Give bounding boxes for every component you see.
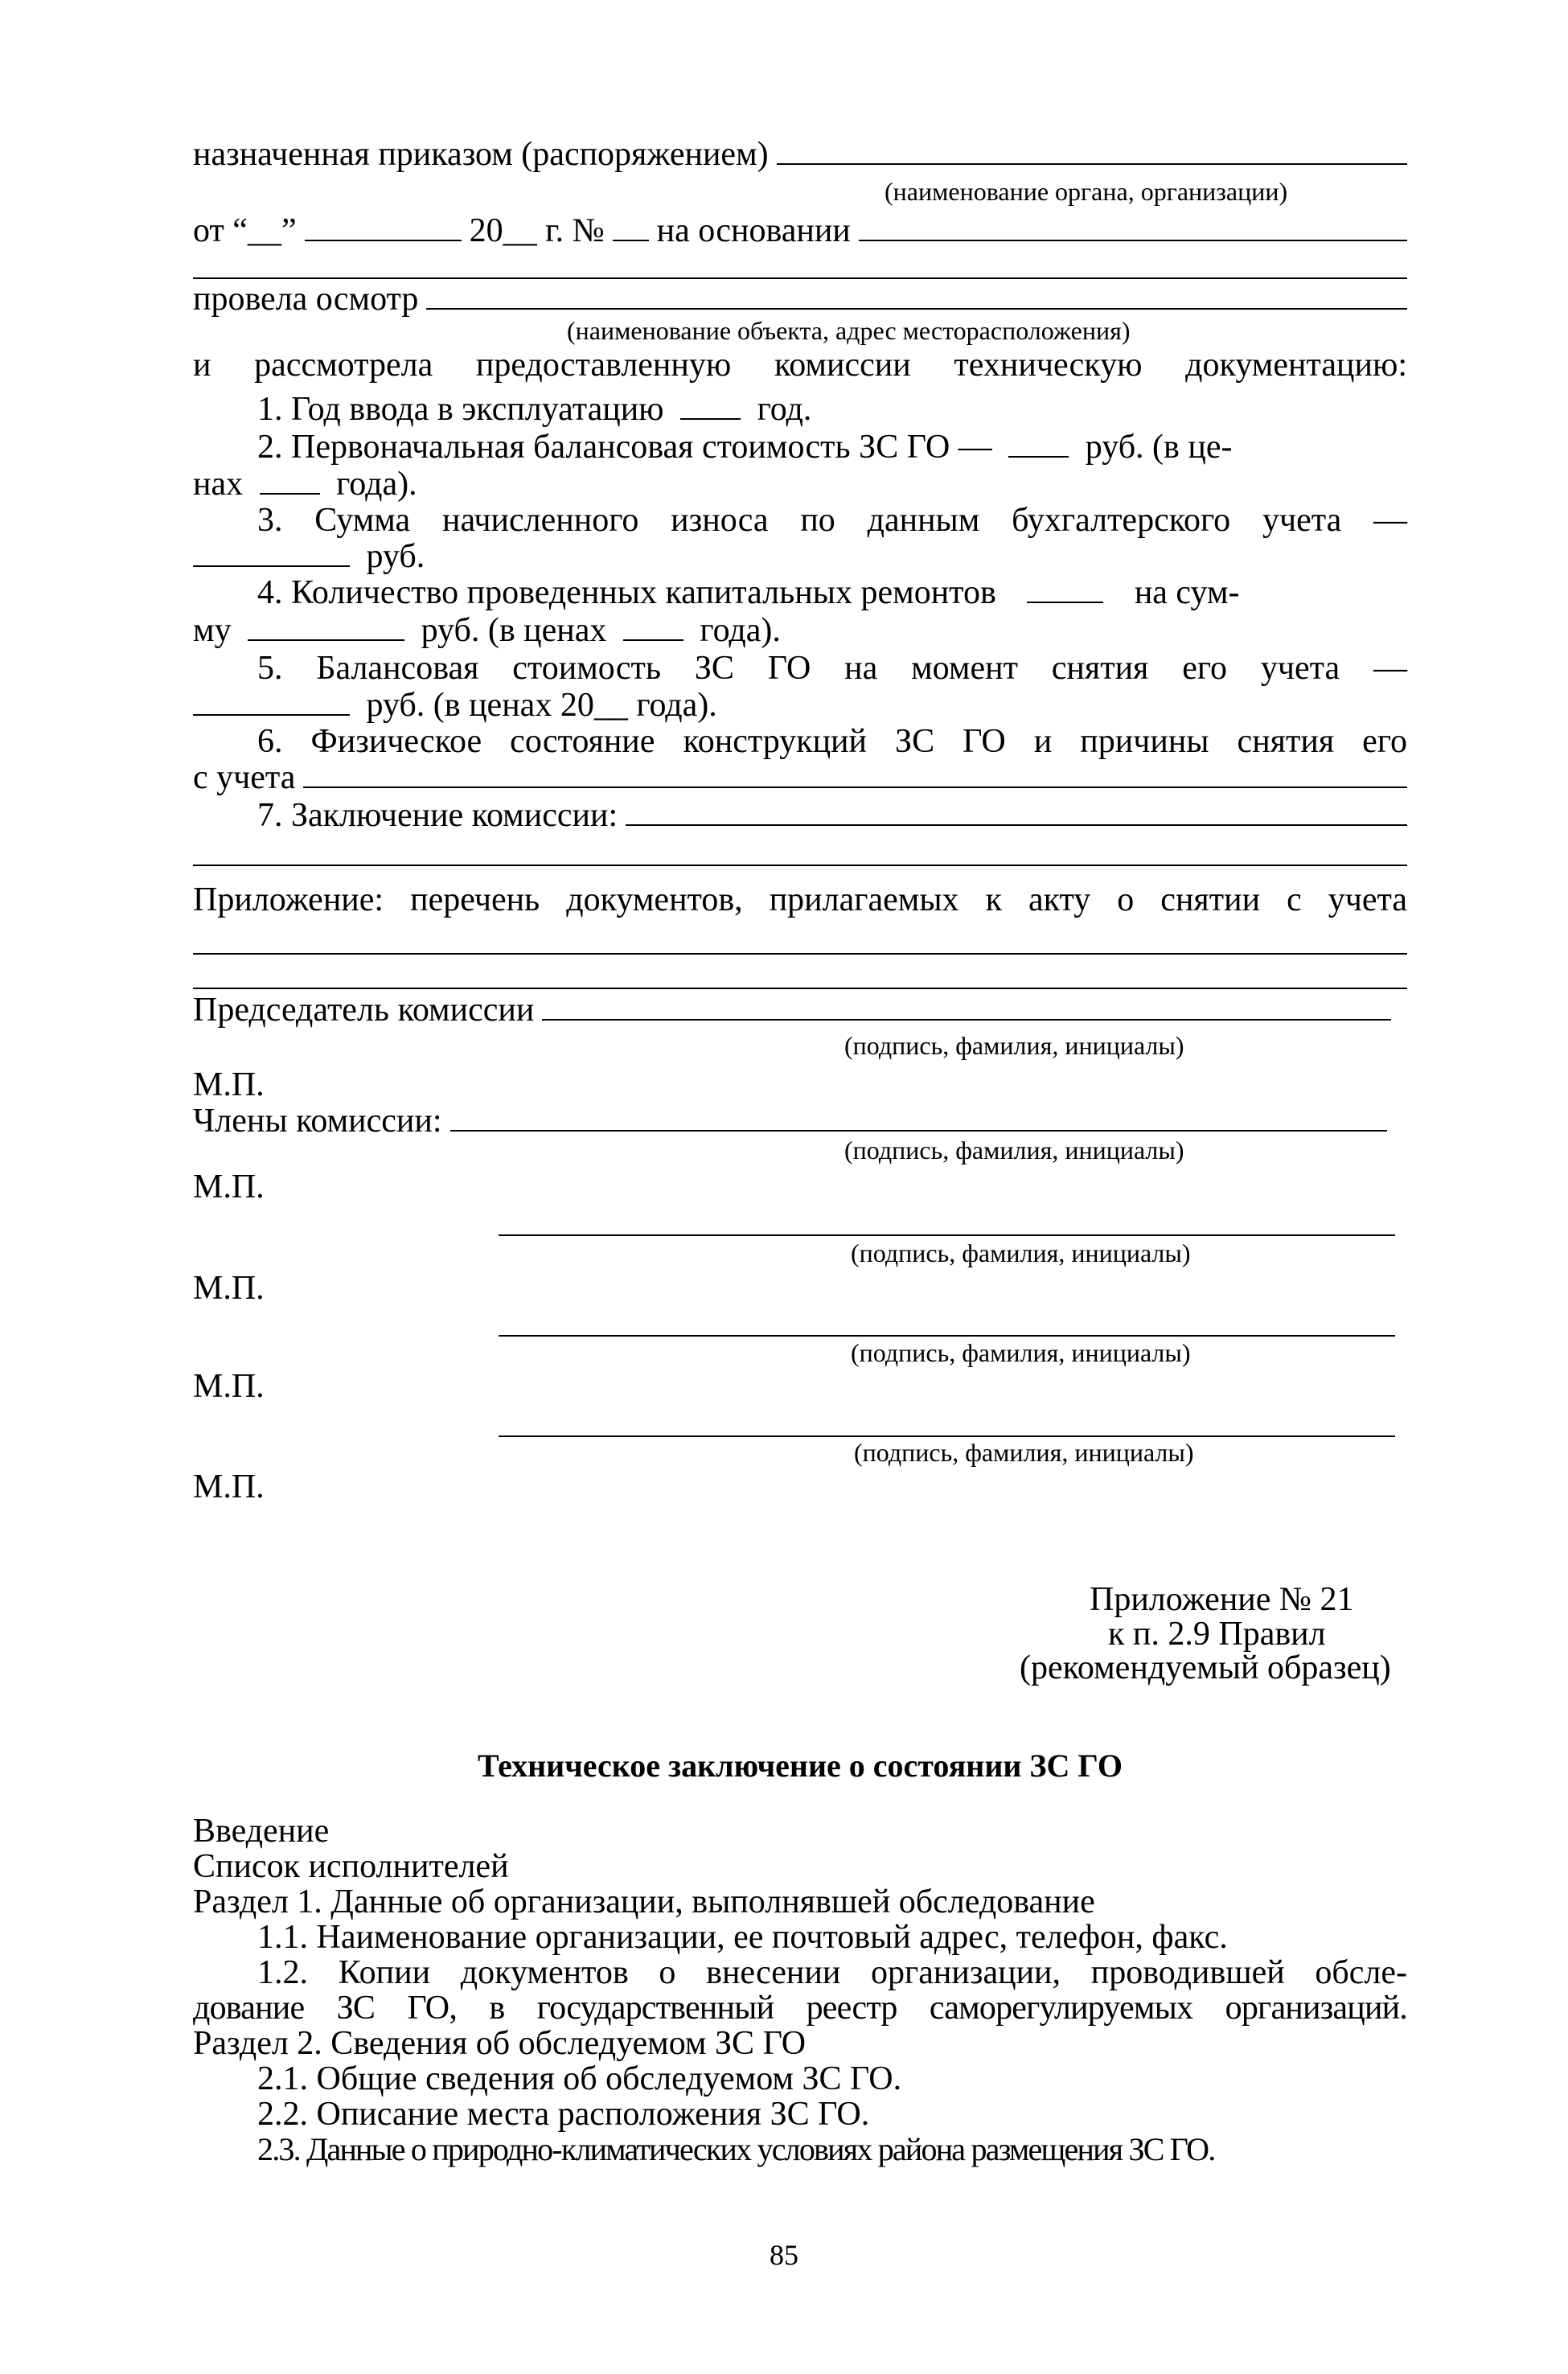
basis-continuation-rule[interactable] xyxy=(193,277,1407,279)
order-number-blank[interactable] xyxy=(613,212,649,241)
basis-blank[interactable] xyxy=(859,212,1407,241)
member-3-signature-blank[interactable] xyxy=(499,1335,1395,1337)
member-1-signature-blank[interactable] xyxy=(450,1103,1387,1132)
tech-section-2: Раздел 2. Сведения об обследуемом ЗС ГО xyxy=(193,2025,807,2062)
appointed-label: назначенная приказом (распоряжением) xyxy=(193,136,769,173)
appendix-line: Приложение: перечень документов, прилагаемых к акту о снятии с учета xyxy=(193,881,1407,918)
item-7: 7. Заключение комиссии: xyxy=(257,796,1407,835)
page-number: 85 xyxy=(770,2239,798,2271)
item-6-cont: с учета xyxy=(193,758,1407,797)
seal-member-1: М.П. xyxy=(193,1169,265,1205)
seal-chairman: М.П. xyxy=(193,1066,265,1103)
appendix-rule-2[interactable] xyxy=(193,988,1407,989)
member-4-signature-blank[interactable] xyxy=(499,1435,1395,1437)
object-caption: (наименование объекта, адрес месторасположения) xyxy=(567,316,1131,345)
annex-reference: к п. 2.9 Правил xyxy=(1108,1616,1326,1653)
item-5-cont: руб. (в ценах 20__ года). xyxy=(193,686,1407,725)
conclusion-blank[interactable] xyxy=(626,797,1407,826)
chairman-signature-blank[interactable] xyxy=(542,992,1391,1021)
chairman-sign-caption: (подпись, фамилия, инициалы) xyxy=(844,1031,1184,1060)
item-3-cont: руб. xyxy=(193,537,1407,576)
item-3: 3. Сумма начисленного износа по данным бухгалтерского учета — xyxy=(257,502,1407,539)
item-2-cont: нах года). xyxy=(193,466,417,503)
item-6: 6. Физическое состояние конструкций ЗС ГО и причины снятия его xyxy=(257,723,1407,760)
initial-cost-blank[interactable] xyxy=(1008,429,1069,458)
appendix-rule-1[interactable] xyxy=(193,953,1407,955)
documentation-line: и рассмотрела предоставленную комиссии техническую документацию: xyxy=(193,347,1407,384)
member-2-signature-blank[interactable] xyxy=(499,1234,1395,1236)
annex-number: Приложение № 21 xyxy=(1090,1581,1354,1618)
depreciation-blank[interactable] xyxy=(193,538,350,567)
item-4-cont: му руб. (в ценах года). xyxy=(193,612,781,649)
seal-member-4: М.П. xyxy=(193,1468,265,1505)
deregistration-reason-blank[interactable] xyxy=(303,759,1407,788)
member-1-sign-caption: (подпись, фамилия, инициалы) xyxy=(844,1136,1184,1164)
order-month-blank[interactable] xyxy=(305,212,462,241)
tech-conclusion-title: Техническое заключение о состоянии ЗС ГО xyxy=(477,1748,1123,1784)
item-5: 5. Балансовая стоимость ЗС ГО на момент снятия его учета — xyxy=(257,650,1407,687)
conclusion-rule[interactable] xyxy=(193,865,1407,866)
repairs-count-blank[interactable] xyxy=(1027,574,1103,603)
org-blank[interactable] xyxy=(777,136,1407,165)
object-blank[interactable] xyxy=(426,281,1407,310)
initial-cost-year-blank[interactable] xyxy=(260,466,320,495)
chairman-line: Председатель комиссии xyxy=(193,991,1391,1029)
annex-note: (рекомендуемый образец) xyxy=(1020,1649,1391,1686)
appointed-line xyxy=(193,135,1407,174)
tech-item-2-3: 2.3. Данные о природно-климатических условиях района размещения ЗС ГО. xyxy=(257,2131,1215,2167)
balance-cost-blank[interactable] xyxy=(193,687,350,716)
tech-item-1-2-cont: дование ЗС ГО, в государственный реестр саморегулируемых организаций. xyxy=(193,1990,1407,2027)
repairs-sum-blank[interactable] xyxy=(248,612,404,641)
member-4-sign-caption: (подпись, фамилия, инициалы) xyxy=(854,1438,1194,1467)
members-line: Члены комиссии: xyxy=(193,1102,1387,1140)
inspection-line xyxy=(193,280,1407,318)
inspection-label: провела осмотр xyxy=(193,281,419,318)
tech-item-1-2: 1.2. Копии документов о внесении организации, проводившей обсле- xyxy=(257,1954,1407,1991)
basis-label: на основании xyxy=(656,212,851,249)
tech-intro: Введение xyxy=(193,1813,330,1850)
item-1: 1. Год ввода в эксплуатацию год. xyxy=(257,391,812,428)
member-3-sign-caption: (подпись, фамилия, инициалы) xyxy=(851,1338,1191,1367)
org-caption: (наименование органа, организации) xyxy=(885,177,1288,206)
seal-member-2: М.П. xyxy=(193,1270,265,1307)
order-date-label: от “__” xyxy=(193,212,297,249)
tech-section-1: Раздел 1. Данные об организации, выполнявшей обследование xyxy=(193,1883,1095,1920)
commission-year-blank[interactable] xyxy=(680,391,741,420)
order-date-line xyxy=(193,212,1407,250)
tech-item-2-1: 2.1. Общие сведения об обследуемом ЗС ГО. xyxy=(257,2060,902,2097)
item-2: 2. Первоначальная балансовая стоимость ЗС ГО — руб. (в це- xyxy=(257,429,1233,466)
repairs-year-blank[interactable] xyxy=(623,612,683,641)
member-2-sign-caption: (подпись, фамилия, инициалы) xyxy=(851,1238,1191,1267)
tech-executors: Список исполнителей xyxy=(193,1848,509,1885)
tech-item-2-2: 2.2. Описание места расположения ЗС ГО. xyxy=(257,2096,870,2133)
item-4: 4. Количество проведенных капитальных ремонтов на сум- xyxy=(257,574,1240,611)
tech-item-1-1: 1.1. Наименование организации, ее почтовый адрес, телефон, факс. xyxy=(257,1919,1228,1956)
order-year-label: 20__ г. № xyxy=(469,212,605,249)
seal-member-3: М.П. xyxy=(193,1368,265,1405)
